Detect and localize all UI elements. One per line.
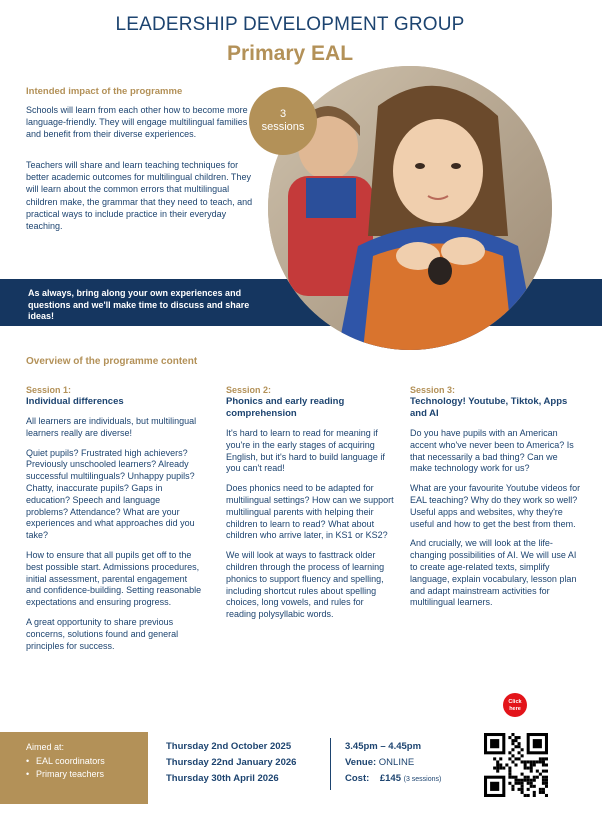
- aimed-at-label: EAL coordinators: [36, 756, 105, 766]
- overview-heading: Overview of the programme content: [26, 356, 198, 367]
- session-paragraph: A great opportunity to share previous concerns, solutions found and general principles for success.: [26, 616, 179, 651]
- sessions-badge: [249, 87, 317, 155]
- session-paragraph: And crucially, we will look at the life-changing possibilities of AI. We will use AI to create age-related texts, simplify language, explain vocabulary, lesson plan and adapt mainstream activities for multilingual learners.: [410, 538, 577, 608]
- session-2-column: [226, 385, 396, 629]
- aimed-at-item: [26, 768, 148, 781]
- session-number: Session 3:: [410, 385, 456, 395]
- session-paragraph: Do you have pupils with an American accent who've never been to America? Is that necessarily a bad thing? Can we make technology work for us?: [410, 428, 574, 474]
- aimed-at-label: Primary teachers: [36, 769, 105, 779]
- session-date: Thursday 2nd October 2025: [166, 741, 292, 752]
- banner-text: As always, bring along your own experiences and questions and we'll make time to discuss and share ideas!: [28, 288, 250, 321]
- aimed-at-box: [0, 732, 148, 804]
- session-1-column: [26, 385, 204, 660]
- aimed-at-title: Aimed at:: [26, 742, 65, 752]
- cost-note: (3 sessions): [403, 776, 442, 783]
- session-date: Thursday 22nd January 2026: [166, 757, 297, 768]
- badge-label: sessions: [261, 121, 305, 133]
- venue-line: [345, 755, 441, 771]
- divider: [330, 738, 331, 790]
- click-here-button[interactable]: [503, 693, 527, 717]
- intro-paragraph: Teachers will share and learn teaching techniques for better academic outcomes for multilingual children. They will learn about the common errors that multilingual children make, the grammar that they need to teach, and practical ways to include practice in their everyday teaching.: [26, 160, 253, 232]
- session-dates: [166, 739, 296, 787]
- cost-line: [345, 771, 441, 788]
- venue-value: ONLINE: [378, 757, 415, 768]
- session-paragraph: Quiet pupils? Frustrated high achievers? Previously unschooled learners? Already successful multilinguals? Unhappy pupils? Chatty, inaccurate pupils? Gaps in education? Speech and language problems? Attendance? What are your experiences and what approaches did you take?: [26, 447, 195, 541]
- event-details: [345, 739, 441, 788]
- session-title: Individual differences: [26, 396, 124, 407]
- aimed-at-item: [26, 755, 148, 768]
- cost-value: £145: [379, 773, 401, 784]
- session-title: Phonics and early reading comprehension: [226, 396, 345, 419]
- session-paragraph: What are your favourite Youtube videos for EAL teaching? Why do they work so well? Useful apps and websites, why they're useful and how to get the best from them.: [410, 483, 581, 529]
- bullet-icon: •: [26, 756, 30, 766]
- session-paragraph: It's hard to learn to read for meaning if you're in the early stages of acquiring English, but it's hard to build language if you can't read!: [226, 428, 385, 474]
- cost-label: Cost:: [345, 773, 370, 784]
- session-3-column: [410, 385, 582, 617]
- venue-label: Venue:: [345, 757, 377, 768]
- session-paragraph: We will look at ways to fasttrack older children through the process of learning phonics to support fluency and spelling, including shortcut rules about spelling choices, long vowels, and rules for reading polysyllabic words.: [226, 550, 385, 620]
- session-paragraph: All learners are individuals, but multilingual learners really are diverse!: [26, 416, 197, 438]
- click-here-line2: here: [509, 705, 521, 712]
- group-title: LEADERSHIP DEVELOPMENT GROUP: [115, 14, 465, 35]
- page-title: Primary EAL: [226, 42, 354, 65]
- session-number: Session 2:: [226, 385, 272, 395]
- session-date: Thursday 30th April 2026: [166, 773, 279, 784]
- session-paragraph: Does phonics need to be adapted for multilingual settings? How can we support multilingual parents with helping their children to learn to read? What about children who arrive later, in KS1 or KS2?: [226, 483, 394, 541]
- intro-heading: Intended impact of the programme: [26, 86, 183, 97]
- time-line: [345, 739, 441, 755]
- session-paragraph: How to ensure that all pupils get off to the best possible start. Admissions procedures, initial assessment, parental engagement and confidence-building. Setting reasonable expectations and ensuring progress.: [26, 549, 202, 608]
- intro-paragraph: Schools will learn from each other how to become more language-friendly. They will engage multilingual families and benefit from their diverse experiences.: [26, 105, 248, 140]
- click-here-line1: Click: [508, 699, 522, 705]
- bullet-icon: •: [26, 769, 30, 779]
- badge-number: 3: [279, 108, 287, 120]
- qr-code-icon[interactable]: [484, 733, 548, 797]
- time-value: 3.45pm – 4.45pm: [345, 741, 422, 752]
- session-number: Session 1:: [26, 385, 72, 395]
- session-title: Technology! Youtube, Tiktok, Apps and AI: [410, 396, 568, 419]
